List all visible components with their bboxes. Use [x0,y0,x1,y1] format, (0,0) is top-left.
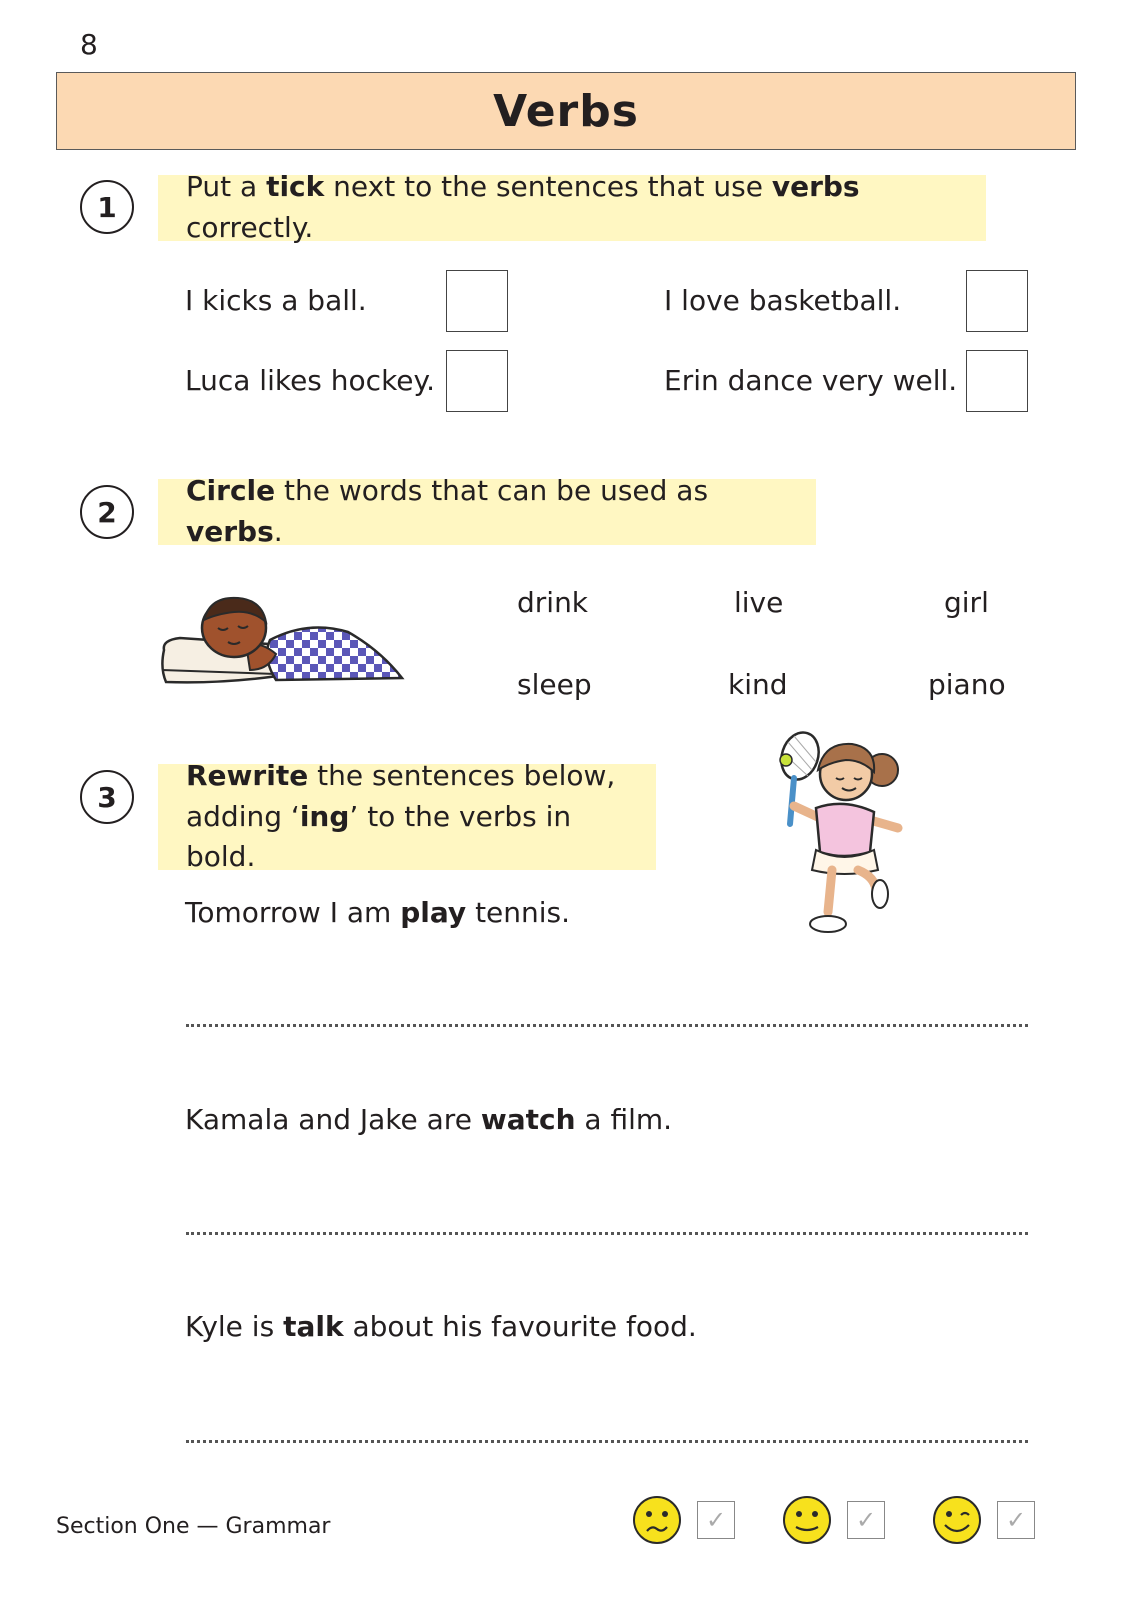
sleeping-boy-illustration [158,592,408,692]
q2-word-sleep[interactable]: sleep [517,668,592,701]
self-assessment-box-3[interactable]: ✓ [997,1501,1035,1539]
self-assessment-box-2[interactable]: ✓ [847,1501,885,1539]
q3-sentence-1: Tomorrow I am play tennis. [185,896,571,929]
q1-sentence-1: I kicks a ball. [185,284,367,317]
title-banner [56,72,1076,150]
page-title: Verbs [493,85,639,137]
question-number-3: 3 [80,770,134,824]
question-3-instruction: Rewrite the sentences below, adding ‘ing’ to the verbs in bold. [158,764,656,870]
frowning-face-icon [632,1495,682,1545]
tennis-girl-illustration [770,728,910,940]
q3-answer-line-1[interactable] [186,1024,1028,1027]
q2-word-live[interactable]: live [734,586,784,619]
q3-sentence-2: Kamala and Jake are watch a film. [185,1103,673,1136]
q2-word-girl[interactable]: girl [944,586,989,619]
q1-sentence-3: Luca likes hockey. [185,364,435,397]
question-2-instruction: Circle the words that can be used as verbs. [158,479,816,545]
q3-answer-line-3[interactable] [186,1440,1028,1443]
q2-word-drink[interactable]: drink [517,586,589,619]
q1-sentence-2: I love basketball. [664,284,902,317]
self-assessment-box-1[interactable]: ✓ [697,1501,735,1539]
question-number-2: 2 [80,485,134,539]
q1-tick-box-1[interactable] [446,270,508,332]
q3-answer-line-2[interactable] [186,1232,1028,1235]
q1-tick-box-4[interactable] [966,350,1028,412]
section-label: Section One — Grammar [56,1514,331,1539]
neutral-face-icon [782,1495,832,1545]
question-number-1: 1 [80,180,134,234]
q1-tick-box-3[interactable] [446,350,508,412]
page-number: 8 [80,28,98,61]
question-1-instruction: Put a tick next to the sentences that use verbs correctly. [158,175,986,241]
q2-word-piano[interactable]: piano [928,668,1006,701]
q1-sentence-4: Erin dance very well. [664,364,958,397]
q2-word-kind[interactable]: kind [728,668,788,701]
q3-sentence-3: Kyle is talk about his favourite food. [185,1310,697,1343]
q1-tick-box-2[interactable] [966,270,1028,332]
winking-face-icon [932,1495,982,1545]
